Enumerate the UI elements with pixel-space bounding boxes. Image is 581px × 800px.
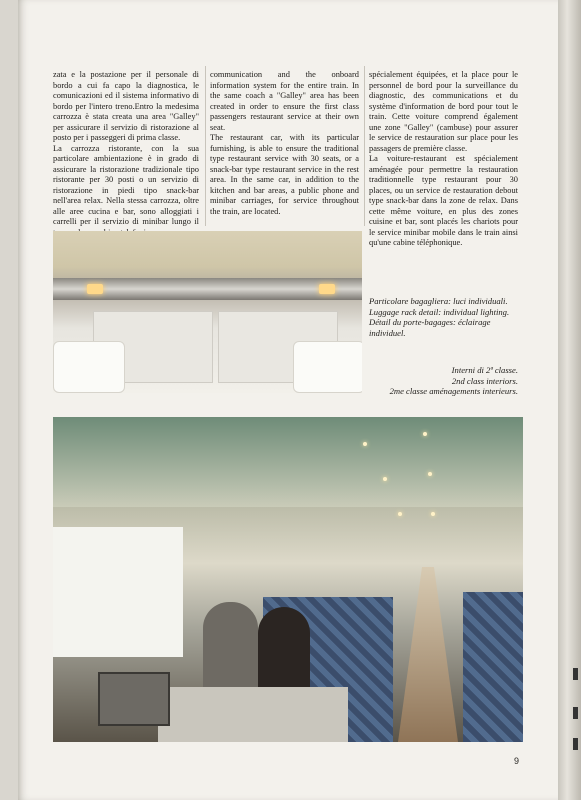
ceiling — [53, 417, 523, 507]
edge-mark — [573, 707, 578, 719]
window — [293, 341, 362, 393]
window — [53, 527, 183, 657]
laptop — [98, 672, 170, 726]
caption-line: Interni di 2ª classe. — [451, 365, 518, 375]
window — [53, 341, 125, 393]
reading-light — [319, 284, 335, 294]
caption-line: 2me classe aménagements interieurs. — [389, 386, 518, 397]
seat — [463, 592, 523, 742]
english-column — [210, 70, 359, 217]
french-paragraph: spécialement équipées, et la place pour le personnel de bord pour la surveillance du diagnostic, des communications et du système d'information de bord pour tout le train. Cette voiture comprend également une zone "Galley" (cambuse) pour assurer le service de restauration sur place pour les passagers de première classe. — [369, 70, 518, 153]
column-rule — [364, 66, 365, 226]
column-rule — [205, 66, 206, 226]
italian-paragraph: La carrozza ristorante, con la sua particolare ambientazione è in grado di assicurare la ristorazione tradizionale tipo ristorante per 30 posti o un servizio di ristorazione in piedi tipo snack-bar nell'area relax. Nella stessa carrozza, oltre alle aree cucina e bar, sono alloggiati i carrelli per il servizio di minibar lungo il — [53, 143, 199, 226]
italian-paragraph: zata e la postazione per il personale di bordo a cui fa capo la diagnostica, le comunicazioni ed il sistema informativo di bordo per l'intero treno.Entro la medesima carrozza è stata creata una area "Galley" per assicurare il servizio di ristorazione al posto per i passeggeri di prima classe. — [53, 70, 199, 142]
caption-line: Luggage rack detail: individual lighting. — [369, 306, 510, 317]
ceiling-lamp — [398, 512, 402, 516]
french-column — [369, 70, 518, 249]
caption-line: Particolare bagagliera: luci individuali. — [369, 296, 508, 306]
edge-mark — [573, 738, 578, 750]
italian-column — [53, 70, 199, 238]
ceiling-lamp — [423, 432, 427, 436]
passenger — [203, 602, 258, 697]
table — [158, 687, 348, 742]
interiors-caption — [360, 365, 518, 397]
caption-line: Détail du porte-bagages: éclairage individuel. — [369, 317, 491, 338]
french-paragraph: La voiture-restaurant est spécialement aménagée pour permettre la restauration traditionnelle type restaurant pour 30 places, ou un service de restauration debout type snack-bar dans la zone de relax. Dans cette même voiture, en plus des zones cuisine et bar, sont placés les chariots pour le service minibar mobile dans le train ainsi qu'une cabine téléphonique. — [369, 154, 518, 247]
ceiling-lamp — [431, 512, 435, 516]
caption-line: 2nd class interiors. — [451, 375, 518, 386]
ceiling-lamp — [363, 442, 367, 446]
page-number: 9 — [514, 756, 520, 766]
aisle — [398, 567, 458, 742]
ceiling-lamp — [428, 472, 432, 476]
second-class-interior-photo — [53, 417, 523, 742]
english-paragraph: communication and the onboard information system for the entire train. In the same coach a "Galley" area has been created in order to ensure the first class passengers restaurant service at their own seat. — [210, 70, 359, 132]
reading-light — [87, 284, 103, 294]
luggage-rack-photo — [53, 231, 362, 393]
luggage-caption — [369, 296, 529, 338]
english-paragraph: The restaurant car, with its particular furnishing, is able to ensure the traditional type restaurant service with 30 seats, or a snack-bar type restaurant service in the rest area. In the same car, in addition to the kitchen and bar areas, a public phone and minibar carriages, for service throughout the train, are located. — [210, 133, 359, 216]
edge-mark — [573, 668, 578, 680]
ceiling-lamp — [383, 477, 387, 481]
adjacent-page-edge — [558, 0, 581, 800]
